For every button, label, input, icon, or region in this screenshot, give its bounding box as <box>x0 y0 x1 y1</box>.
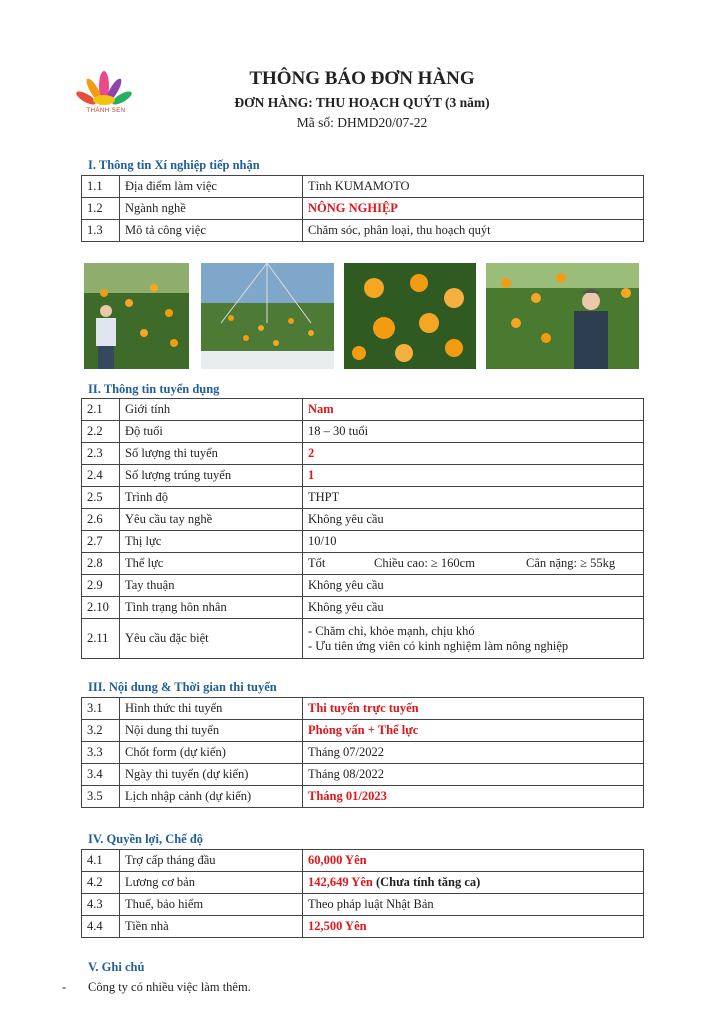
table-row <box>82 894 644 916</box>
section-title: V. Ghi chú <box>88 960 145 974</box>
row-value: 60,000 Yên <box>303 850 644 872</box>
row-number: 2.2 <box>82 421 120 443</box>
row-label: Yêu cầu đặc biệt <box>120 619 303 659</box>
row-number: 2.5 <box>82 487 120 509</box>
section-title: IV. Quyền lợi, Chế độ <box>88 832 204 846</box>
row-value: Không yêu cầu <box>303 597 644 619</box>
row-number: 4.4 <box>82 916 120 938</box>
row-value: Tháng 08/2022 <box>303 764 644 786</box>
table-row <box>82 619 644 659</box>
section-title: I. Thông tin Xí nghiệp tiếp nhận <box>88 158 260 172</box>
table-row <box>82 465 644 487</box>
order-code: Mã số: DHMD20/07-22 <box>296 115 428 130</box>
table-row <box>82 850 644 872</box>
row-label: Giới tính <box>120 399 303 421</box>
row-number: 1.2 <box>82 198 120 220</box>
section-title: III. Nội dung & Thời gian thi tuyển <box>88 680 277 694</box>
row-value: 1 <box>303 465 644 487</box>
photo-mandarin-closeup <box>344 263 476 369</box>
row-value: Không yêu cầu <box>303 575 644 597</box>
table-row <box>82 487 644 509</box>
row-number: 3.2 <box>82 720 120 742</box>
row-value: 12,500 Yên <box>303 916 644 938</box>
table-row <box>82 872 644 894</box>
bullet-dash: - <box>62 980 67 994</box>
photo-orchard-netting <box>201 263 334 369</box>
row-label: Trợ cấp tháng đầu <box>120 850 303 872</box>
table-row <box>82 720 644 742</box>
row-number: 4.3 <box>82 894 120 916</box>
row-label: Chốt form (dự kiến) <box>120 742 303 764</box>
table-row <box>82 786 644 808</box>
row-label: Trình độ <box>120 487 303 509</box>
row-number: 2.8 <box>82 553 120 575</box>
row-label: Nội dung thi tuyển <box>120 720 303 742</box>
row-number: 3.1 <box>82 698 120 720</box>
row-number: 4.2 <box>82 872 120 894</box>
fitness-value: Tốt <box>308 556 326 570</box>
row-value: Phỏng vấn + Thể lực <box>303 720 644 742</box>
row-value: Tháng 07/2022 <box>303 742 644 764</box>
row-label: Độ tuổi <box>120 421 303 443</box>
requirement-line: - Chăm chỉ, khỏe mạnh, chịu khó <box>308 623 475 638</box>
row-value: 18 – 30 tuổi <box>303 421 644 443</box>
table-row <box>82 698 644 720</box>
row-value: 10/10 <box>303 531 644 553</box>
salary-note: (Chưa tính tăng ca) <box>372 875 481 889</box>
table-row <box>82 916 644 938</box>
table-row <box>82 198 644 220</box>
table-row <box>82 553 644 575</box>
row-label: Ngày thi tuyển (dự kiến) <box>120 764 303 786</box>
row-number: 2.7 <box>82 531 120 553</box>
row-label: Yêu cầu tay nghề <box>120 509 303 531</box>
requirement-line: - Ưu tiên ứng viên có kinh nghiệm làm nông nghiệp <box>308 638 569 653</box>
row-value: Thi tuyển trực tuyến <box>303 698 644 720</box>
row-value: Nam <box>303 399 644 421</box>
logo-text: THÀNH SEN <box>86 108 126 114</box>
table-row <box>82 176 644 198</box>
row-label: Địa điểm làm việc <box>120 176 303 198</box>
row-label: Thuế, bảo hiểm <box>120 894 303 916</box>
row-value: Không yêu cầu <box>303 509 644 531</box>
salary-cell <box>303 872 644 894</box>
salary-value: 142,649 Yên <box>308 875 373 889</box>
row-label: Tình trạng hôn nhân <box>120 597 303 619</box>
photo-farmer-harvesting <box>486 263 639 369</box>
row-label: Hình thức thi tuyển <box>120 698 303 720</box>
row-value: Tháng 01/2023 <box>303 786 644 808</box>
table-row <box>82 575 644 597</box>
row-number: 2.11 <box>82 619 120 659</box>
order-subtitle: ĐƠN HÀNG: THU HOẠCH QUÝT (3 năm) <box>234 95 490 110</box>
row-label: Lương cơ bản <box>120 872 303 894</box>
table-row <box>82 531 644 553</box>
row-value: Chăm sóc, phân loại, thu hoạch quýt <box>303 220 644 242</box>
row-number: 1.3 <box>82 220 120 242</box>
exam-schedule-table <box>81 697 644 808</box>
row-number: 4.1 <box>82 850 120 872</box>
benefits-table <box>81 849 644 938</box>
special-requirements <box>303 619 644 659</box>
company-info-table <box>81 175 644 242</box>
table-row <box>82 509 644 531</box>
table-row <box>82 399 644 421</box>
row-number: 2.3 <box>82 443 120 465</box>
row-label: Mô tả công việc <box>120 220 303 242</box>
row-value: 2 <box>303 443 644 465</box>
row-number: 3.3 <box>82 742 120 764</box>
note-text: Công ty có nhiều việc làm thêm. <box>88 980 251 994</box>
row-number: 2.4 <box>82 465 120 487</box>
table-row <box>82 421 644 443</box>
row-label: Số lượng thi tuyển <box>120 443 303 465</box>
document-title: THÔNG BÁO ĐƠN HÀNG <box>249 68 475 89</box>
row-label: Tiền nhà <box>120 916 303 938</box>
row-value: THPT <box>303 487 644 509</box>
row-number: 1.1 <box>82 176 120 198</box>
recruitment-info-table <box>81 398 644 659</box>
section-title: II. Thông tin tuyển dụng <box>88 382 220 396</box>
row-number: 2.9 <box>82 575 120 597</box>
row-label: Lịch nhập cảnh (dự kiến) <box>120 786 303 808</box>
row-number: 3.4 <box>82 764 120 786</box>
row-label: Tay thuận <box>120 575 303 597</box>
weight-requirement: Cân nặng: ≥ 55kg <box>526 556 616 570</box>
row-number: 2.6 <box>82 509 120 531</box>
row-label: Thể lực <box>120 553 303 575</box>
row-value: Theo pháp luật Nhật Bản <box>303 894 644 916</box>
table-row <box>82 764 644 786</box>
row-label: Thị lực <box>120 531 303 553</box>
table-row <box>82 220 644 242</box>
row-number: 2.10 <box>82 597 120 619</box>
row-label: Ngành nghề <box>120 198 303 220</box>
table-row <box>82 597 644 619</box>
table-row <box>82 742 644 764</box>
note-item <box>62 980 251 995</box>
row-label: Số lượng trúng tuyển <box>120 465 303 487</box>
row-number: 3.5 <box>82 786 120 808</box>
photo-worker-picking <box>84 263 189 369</box>
table-row <box>82 443 644 465</box>
row-number: 2.1 <box>82 399 120 421</box>
row-value: NÔNG NGHIỆP <box>303 198 644 220</box>
row-value: Tỉnh KUMAMOTO <box>303 176 644 198</box>
physical-requirements <box>303 553 644 575</box>
height-requirement: Chiều cao: ≥ 160cm <box>374 556 475 570</box>
